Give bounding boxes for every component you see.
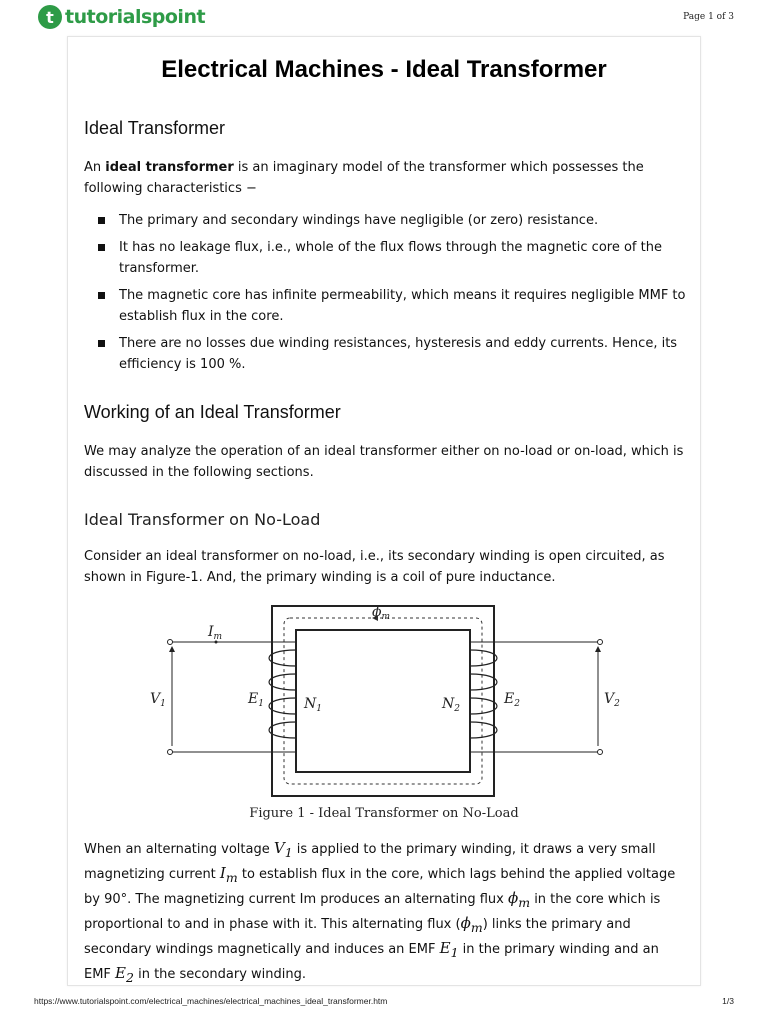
logo-text-point: point xyxy=(151,6,206,28)
primary-coil xyxy=(269,650,296,738)
list-item xyxy=(84,285,688,327)
math-e2: $E_2$ xyxy=(115,964,134,985)
bullet-square-icon xyxy=(98,292,105,299)
no-load-explanation-paragraph: When an alternating voltage $V_1$ is applied to the primary winding, it draws a very small magnetizing current $I_m$ to establish flux in the core, which lags behind the applied voltage by 90°. The magnetizing current Im produces an alternating flux $\phi_m$ in the core which is proportional to and in phase with it. This alternating flux $(\phi_m)$ links the primary and secondary windings magnetically and induces an EMF $E_1$ in the primary winding and an EMF $E_2$ in the secondary winding. xyxy=(84,839,676,985)
secondary-terminal-bottom xyxy=(598,750,603,755)
section-heading-working: Working of an Ideal Transformer xyxy=(84,402,341,422)
logo-text-tutorials: tutorials xyxy=(65,6,152,28)
bullet-square-icon xyxy=(98,340,105,347)
section-heading-ideal-transformer: Ideal Transformer xyxy=(84,118,226,138)
page-indicator: Page 1 of 3 xyxy=(683,12,734,22)
secondary-coil xyxy=(470,650,497,738)
v2-arrow-icon xyxy=(595,646,601,652)
characteristics-list xyxy=(84,210,688,381)
tutorialspoint-logo[interactable] xyxy=(38,4,205,30)
label-v1: $V_1$ xyxy=(150,691,166,709)
label-v2: $V_2$ xyxy=(604,691,620,709)
math-e1: $E_1$ xyxy=(439,939,459,960)
math-v1: $V_1$ xyxy=(273,839,293,860)
math-phi-m: $\phi_m$ xyxy=(507,889,531,910)
working-paragraph: We may analyze the operation of an ideal transformer either on no-load or on-load, which is discussed in the following sections. xyxy=(84,444,684,480)
list-item-text: The primary and secondary windings have negligible (or zero) resistance. xyxy=(119,213,599,228)
list-item xyxy=(84,210,688,231)
list-item xyxy=(84,237,688,279)
list-item-text: It has no leakage flux, i.e., whole of the flux flows through the magnetic core of the transformer. xyxy=(119,240,662,276)
math-phi-m-2: $\phi_m$ xyxy=(460,914,483,935)
transformer-diagram xyxy=(150,600,620,805)
footer-page-number: 1/3 xyxy=(722,996,734,1006)
intro-text-a: An xyxy=(84,160,106,175)
intro-text-b: is an imaginary model of the transformer which possesses the following characteristics − xyxy=(84,160,644,196)
label-n2: $N_2$ xyxy=(442,696,460,714)
label-phi: $\phi_m$ xyxy=(372,604,391,622)
math-im: $I_m$ xyxy=(219,864,238,885)
label-e2: $E_2$ xyxy=(504,691,520,709)
list-item xyxy=(84,333,688,375)
logo-mark-icon: t xyxy=(38,5,62,29)
v1-arrow-icon xyxy=(169,646,175,652)
primary-terminal-bottom xyxy=(168,750,173,755)
footer-url-link[interactable]: https://www.tutorialspoint.com/electrical_machines/electrical_machines_ideal_transformer.htm xyxy=(34,996,388,1006)
label-n1: $N_1$ xyxy=(304,696,322,714)
logo-wordmark xyxy=(65,6,205,28)
intro-bold-term: ideal transformer xyxy=(105,160,234,175)
label-e1: $E_1$ xyxy=(248,691,264,709)
no-load-paragraph: Consider an ideal transformer on no-load, i.e., its secondary winding is open circuited, as shown in Figure-1. And, the primary winding is a coil of pure inductance. xyxy=(84,549,665,585)
intro-paragraph xyxy=(84,157,688,199)
label-im: $I_m$ xyxy=(208,624,223,642)
secondary-terminal-top xyxy=(598,640,603,645)
list-item-text: The magnetic core has infinite permeability, which means it requires negligible MMF to establish flux in the core. xyxy=(119,288,686,324)
bullet-square-icon xyxy=(98,244,105,251)
section-heading-no-load: Ideal Transformer on No-Load xyxy=(84,510,321,529)
primary-terminal-top xyxy=(168,640,173,645)
bullet-square-icon xyxy=(98,217,105,224)
page-title: Electrical Machines - Ideal Transformer xyxy=(161,56,607,83)
figure-caption: Figure 1 - Ideal Transformer on No-Load xyxy=(249,806,519,821)
list-item-text: There are no losses due winding resistances, hysteresis and eddy currents. Hence, its efficiency is 100 %. xyxy=(119,336,678,372)
